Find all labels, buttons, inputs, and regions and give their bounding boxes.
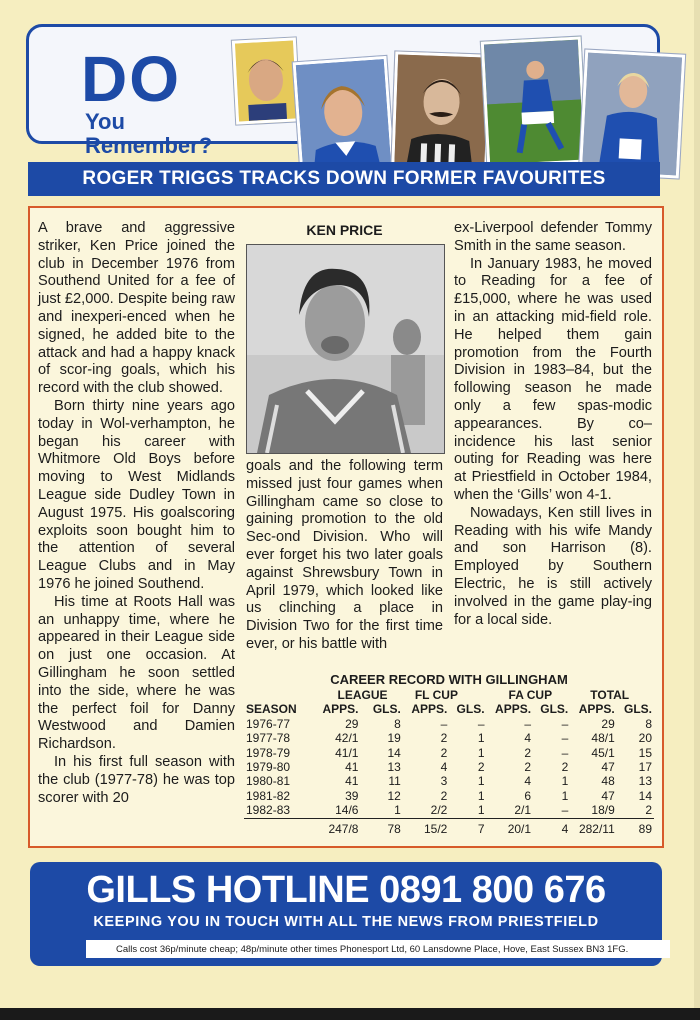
paragraph: Born thirty nine years ago today in Wol-verhampton, he began his career with Whitmore Old Boys before moving to West Midlands League side Dudley Town in August 1975. His goalscoring exploits soon bought him to the attention of several League Clubs and in May 1976 he joined Southend.	[38, 397, 235, 592]
subtitle-bar: ROGER TRIGGS TRACKS DOWN FORMER FAVOURITES	[28, 162, 660, 196]
table-cell: 14	[638, 788, 652, 803]
paragraph: Nowadays, Ken still lives in Reading with his wife Mandy and son Harrison (8). Employed by Southern Electric, he is still actively involved in the game play-ing for a local side.	[454, 504, 652, 628]
page-bottom-edge	[0, 1008, 700, 1020]
table-cell: 2	[561, 760, 569, 775]
paragraph: ex-Liverpool defender Tommy Smith in the same season.	[454, 220, 652, 254]
table-header-row	[244, 702, 654, 716]
table-cell: 48	[601, 774, 615, 789]
table-cell: 13	[638, 774, 652, 789]
table-cell: 42/1	[335, 731, 359, 746]
table-total-row	[244, 818, 654, 836]
table-cell: 41	[345, 760, 359, 775]
season-cell: 1976-77	[246, 716, 291, 731]
table-cell: 4	[524, 774, 532, 789]
hotline-small-print: Calls cost 36p/minute cheap; 48p/minute other times Phonesport Ltd, 60 Lansdowne Place, Hove, East Sussex BN3 1FG.	[86, 940, 670, 958]
ken-price-photo	[246, 244, 445, 454]
table-cell: 1	[561, 788, 569, 803]
table-cell: 20	[638, 731, 652, 746]
player-photo-1	[232, 37, 300, 124]
table-cell: 2	[440, 745, 448, 760]
table-cell: 19	[387, 731, 401, 746]
career-table-body	[244, 717, 654, 836]
table-cell: 2/2	[430, 803, 448, 818]
table-cell: 8	[394, 716, 401, 731]
table-cell: 41/1	[335, 745, 359, 760]
season-cell: 1980-81	[246, 774, 291, 789]
table-row	[244, 774, 654, 788]
table-cell: 47	[601, 788, 615, 803]
hotline-box	[30, 862, 662, 966]
group-league: LEAGUE	[337, 688, 388, 702]
table-cell: 4	[533, 818, 570, 836]
column-header: GLS.	[623, 702, 652, 717]
table-cell: 1	[477, 731, 485, 746]
paragraph: goals and the following term missed just four games when Gillingham came so close to gaining promotion to the old Sec-ond Division. Who will ever forget his two later goals against Shrewsbury Town in April 1979, which looked like us clinching a place in Division Two for the first time ever, or his battle with	[246, 458, 443, 652]
career-table	[244, 688, 654, 836]
article-column-2	[246, 458, 443, 654]
column-header: GLS.	[372, 702, 401, 717]
table-cell: 29	[601, 716, 615, 731]
table-cell: 78	[360, 818, 402, 836]
table-row	[244, 731, 654, 745]
table-cell: 4	[440, 760, 448, 775]
player-photo-4	[481, 36, 587, 167]
table-cell: 3	[440, 774, 448, 789]
banner-title-do: DO	[81, 43, 181, 115]
table-cell: –	[561, 731, 569, 746]
column-header: APPS.	[322, 702, 359, 717]
table-row	[244, 789, 654, 803]
table-cell: –	[561, 745, 569, 760]
table-cell: 18/9	[591, 803, 615, 818]
table-cell: 12	[387, 788, 401, 803]
table-cell: 11	[388, 774, 401, 789]
table-cell: 20/1	[487, 818, 534, 836]
season-cell: 1981-82	[246, 788, 291, 803]
table-cell: 2	[440, 731, 448, 746]
season-cell: 1979-80	[246, 760, 291, 775]
table-cell: 2	[477, 760, 485, 775]
table-cell: 1	[561, 774, 569, 789]
table-cell: 1	[477, 803, 485, 818]
article-column-1	[38, 220, 235, 807]
table-cell: –	[440, 716, 448, 731]
table-cell: 247/8	[308, 818, 361, 836]
table-cell: 4	[524, 731, 532, 746]
table-cell: 6	[524, 788, 532, 803]
table-cell: 2	[440, 788, 448, 803]
career-table-title: CAREER RECORD WITH GILLINGHAM	[330, 672, 568, 687]
banner-title-you: You	[85, 109, 125, 134]
article-column-3	[454, 220, 652, 629]
hotline-title: GILLS HOTLINE 0891 800 676	[86, 869, 606, 911]
table-row	[244, 760, 654, 774]
table-cell: 14	[387, 745, 401, 760]
banner-title-remember: Remember?	[85, 133, 213, 158]
paragraph: In his first full season with the club (1977-78) he was top scorer with 20	[38, 753, 235, 806]
season-cell: 1978-79	[246, 745, 291, 760]
table-cell: 1	[394, 803, 401, 818]
season-cell	[244, 818, 308, 836]
table-cell: 8	[645, 716, 652, 731]
table-cell: 2	[645, 803, 652, 818]
paragraph: In January 1983, he moved to Reading for a fee of £15,000, where he was used in an attacking mid-field role. He helped them gain promotion from the Fourth Division in 1983–84, but the following season he made only a few spas-modic appearances. By co–incidence his last senior outing for Reading was here at Priestfield in October 1984, when the ‘Gills’ won 4-1.	[454, 255, 652, 503]
paragraph: A brave and aggressive striker, Ken Price joined the club in December 1976 from Southend United for a fee of just £2,000. Despite being raw and inexperi-enced when he signed, he added bite to the attack and had a happy knack of scor-ing goals, which his record with the club showed.	[38, 220, 235, 397]
table-cell: 14/6	[335, 803, 359, 818]
table-cell: 48/1	[591, 731, 615, 746]
table-cell: 45/1	[591, 745, 615, 760]
paragraph: His time at Roots Hall was an unhappy time, where he appeared in their League side on just one occasion. At Gillingham he soon settled into the side, where he was the perfect foil for Danny Westwood and Damien Richardson.	[38, 593, 235, 753]
table-cell: –	[524, 716, 532, 731]
table-cell: 39	[345, 788, 359, 803]
table-cell: 15	[638, 745, 652, 760]
group-fa-cup: FA CUP	[508, 688, 553, 702]
group-fl-cup: FL CUP	[414, 688, 458, 702]
player-photo-5	[579, 49, 685, 178]
column-header: APPS.	[578, 702, 615, 717]
column-header: APPS.	[495, 702, 532, 717]
table-group-row	[244, 688, 654, 702]
column-header: GLS.	[456, 702, 485, 717]
group-total: TOTAL	[590, 688, 630, 702]
table-cell: 47	[601, 760, 615, 775]
column-header: GLS.	[540, 702, 569, 717]
season-cell: 1977-78	[246, 731, 291, 746]
table-cell: –	[561, 803, 569, 818]
season-cell: 1982-83	[246, 803, 291, 818]
table-row	[244, 717, 654, 731]
table-cell: 1	[477, 745, 485, 760]
table-cell: 41	[345, 774, 359, 789]
table-cell: 2	[524, 760, 532, 775]
table-cell: 7	[449, 818, 486, 836]
table-cell: –	[477, 716, 485, 731]
table-row	[244, 746, 654, 760]
table-row	[244, 803, 654, 818]
table-cell: 1	[477, 788, 485, 803]
column-header: APPS.	[411, 702, 448, 717]
table-cell: 282/11	[570, 818, 617, 836]
table-cell: 2/1	[514, 803, 532, 818]
header-banner	[26, 24, 660, 158]
table-cell: 1	[477, 774, 485, 789]
hotline-subtitle: KEEPING YOU IN TOUCH WITH ALL THE NEWS FROM PRIESTFIELD	[93, 914, 599, 930]
table-cell: 13	[387, 760, 401, 775]
column-header: SEASON	[246, 702, 297, 717]
table-cell: 89	[617, 818, 654, 836]
table-cell: 29	[345, 716, 359, 731]
table-cell: 15/2	[403, 818, 450, 836]
page-edge	[694, 0, 700, 1020]
table-cell: 2	[524, 745, 532, 760]
table-cell: 17	[638, 760, 652, 775]
table-cell: –	[561, 716, 569, 731]
photo-caption: KEN PRICE	[306, 222, 383, 238]
